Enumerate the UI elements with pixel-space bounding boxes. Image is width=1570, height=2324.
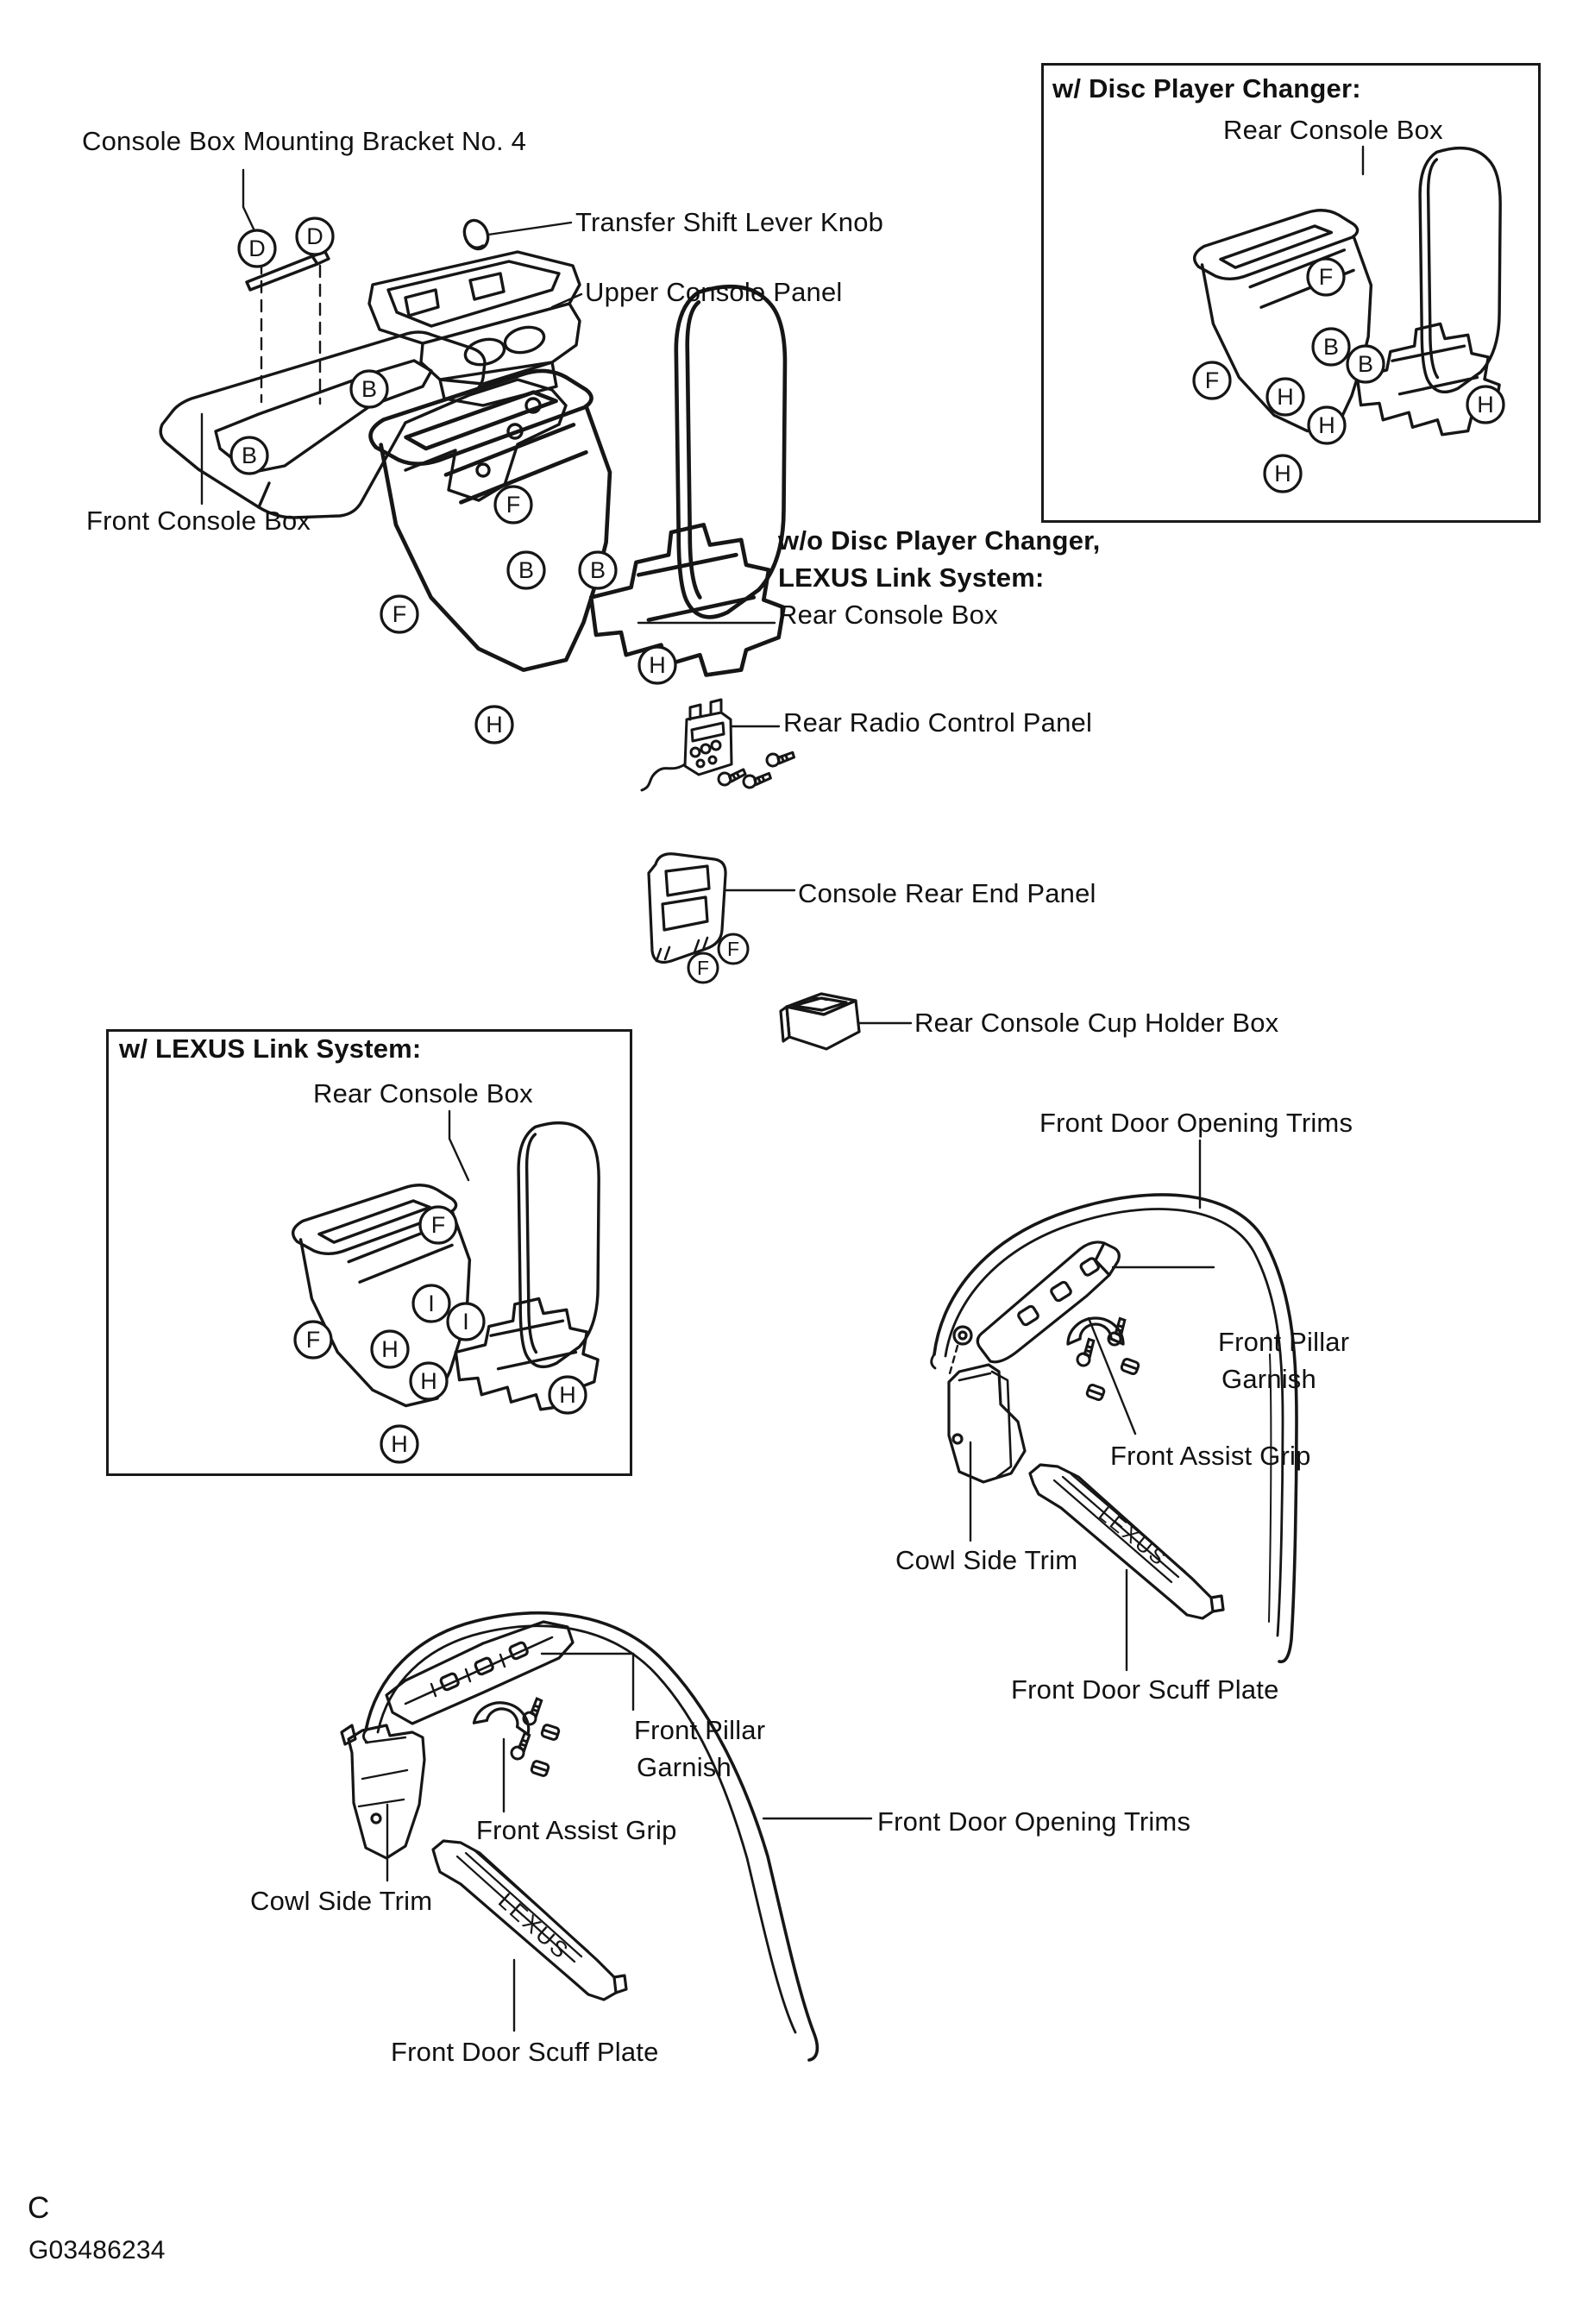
front-assist-grip-2-art	[474, 1697, 559, 1776]
scuff-plate-logo-1: LEXUS	[1094, 1502, 1172, 1572]
callout-b	[508, 552, 544, 588]
svg-text:F: F	[392, 601, 407, 627]
callout-h	[372, 1331, 408, 1367]
label-front-assist-grip-1: Front Assist Grip	[1110, 1441, 1311, 1471]
svg-text:B: B	[1322, 334, 1340, 360]
figure-code: G03486234	[28, 2236, 166, 2264]
callout-h	[476, 707, 512, 743]
svg-text:F: F	[696, 957, 710, 979]
svg-text:D: D	[306, 223, 323, 249]
callout-b	[1347, 346, 1384, 382]
callout-f	[1308, 259, 1344, 295]
svg-text:F: F	[726, 938, 740, 960]
svg-text:F: F	[506, 492, 521, 518]
callout-b	[580, 552, 616, 588]
label-cowl-side-trim-1: Cowl Side Trim	[895, 1545, 1078, 1575]
rear-console-cup-holder-box-art	[781, 994, 859, 1049]
label-rear-console-cup-holder-box: Rear Console Cup Holder Box	[914, 1008, 1279, 1038]
callout-b	[1313, 329, 1349, 365]
svg-text:H: H	[649, 652, 666, 678]
svg-text:F: F	[1318, 264, 1334, 290]
label-front-door-scuff-plate-1: Front Door Scuff Plate	[1011, 1674, 1279, 1705]
label-front-console-box: Front Console Box	[86, 506, 311, 536]
upper-console-panel-art	[369, 217, 580, 405]
callout-i	[448, 1303, 484, 1340]
page-letter: C	[28, 2191, 50, 2225]
svg-text:I: I	[428, 1291, 435, 1316]
callout-f	[495, 487, 531, 523]
label-console-box-mounting-bracket: Console Box Mounting Bracket No. 4	[82, 126, 527, 156]
scuff-plate-logo-2: LEXUS	[493, 1887, 575, 1965]
svg-text:H: H	[1477, 392, 1494, 418]
label-front-door-opening-trims-2: Front Door Opening Trims	[877, 1806, 1191, 1837]
callout-f	[719, 934, 748, 964]
callout-d	[297, 218, 333, 254]
callout-h	[411, 1363, 447, 1399]
svg-text:B: B	[518, 557, 535, 583]
label-front-pillar-2: Front Pillar	[634, 1715, 766, 1745]
callout-h	[381, 1426, 418, 1462]
label-wo-dpc-part: Rear Console Box	[778, 600, 998, 630]
svg-text:H: H	[381, 1336, 399, 1362]
label-garnish-1: Garnish	[1221, 1364, 1316, 1394]
callout-b	[231, 437, 267, 474]
label-front-door-opening-trims-1: Front Door Opening Trims	[1039, 1108, 1353, 1138]
svg-text:I: I	[462, 1309, 469, 1335]
svg-text:F: F	[430, 1212, 446, 1238]
label-wo-dpc-line1: w/o Disc Player Changer,	[778, 525, 1101, 556]
callout-b	[351, 371, 387, 407]
svg-text:H: H	[486, 712, 503, 738]
svg-text:B: B	[589, 557, 606, 583]
front-assist-grip-1-art	[1068, 1316, 1140, 1400]
callout-f	[381, 596, 418, 632]
front-pillar-garnish-1-art	[977, 1242, 1119, 1362]
svg-text:H: H	[559, 1382, 576, 1408]
label-console-rear-end-panel: Console Rear End Panel	[798, 878, 1096, 908]
svg-text:H: H	[1274, 461, 1291, 487]
callout-h	[1267, 379, 1303, 415]
callout-h	[1309, 407, 1345, 443]
callout-f	[688, 953, 718, 983]
rear-console-box-dpc-art	[1195, 148, 1501, 435]
label-front-door-scuff-plate-2: Front Door Scuff Plate	[391, 2037, 659, 2067]
label-variant-lexus-link-part: Rear Console Box	[313, 1078, 533, 1109]
front-door-opening-trim-1-art	[932, 1195, 1297, 1661]
callout-i	[413, 1285, 449, 1322]
front-door-scuff-plate-2-art	[433, 1841, 626, 2000]
svg-text:D: D	[248, 236, 266, 261]
callout-h	[1265, 455, 1301, 492]
label-variant-disc-player-title: w/ Disc Player Changer:	[1052, 73, 1361, 104]
label-wo-dpc-line2: LEXUS Link System:	[778, 562, 1045, 593]
callout-markers	[231, 218, 1504, 1462]
callout-d	[239, 230, 275, 267]
callout-f	[295, 1322, 331, 1358]
label-variant-lexus-link-title: w/ LEXUS Link System:	[119, 1033, 422, 1064]
callout-h	[639, 647, 675, 683]
label-garnish-2: Garnish	[637, 1752, 732, 1782]
svg-text:B: B	[241, 443, 258, 468]
svg-text:F: F	[1204, 367, 1220, 393]
console-rear-end-panel-art	[649, 854, 725, 963]
front-pillar-garnish-2-art	[386, 1622, 573, 1724]
svg-text:H: H	[420, 1368, 437, 1394]
label-front-assist-grip-2: Front Assist Grip	[476, 1815, 677, 1845]
label-upper-console-panel: Upper Console Panel	[585, 277, 843, 307]
label-front-pillar-1: Front Pillar	[1218, 1327, 1350, 1357]
svg-text:H: H	[391, 1431, 408, 1457]
callout-f	[420, 1207, 456, 1243]
svg-text:H: H	[1318, 412, 1335, 438]
rear-radio-control-panel-art	[642, 700, 795, 792]
svg-text:F: F	[305, 1327, 321, 1353]
label-variant-disc-player-part: Rear Console Box	[1223, 115, 1443, 145]
callout-h	[550, 1377, 586, 1413]
label-cowl-side-trim-2: Cowl Side Trim	[250, 1886, 433, 1916]
callout-f	[1194, 362, 1230, 399]
label-rear-radio-control-panel: Rear Radio Control Panel	[783, 707, 1093, 738]
svg-text:B: B	[1357, 351, 1374, 377]
svg-text:H: H	[1277, 384, 1294, 410]
cowl-side-trim-1-art	[949, 1327, 1025, 1482]
rear-console-box-lls-art	[293, 1123, 600, 1410]
callout-h	[1467, 386, 1504, 423]
svg-text:B: B	[361, 376, 378, 402]
cowl-side-trim-2-art	[342, 1725, 424, 1858]
label-transfer-shift-lever-knob: Transfer Shift Lever Knob	[575, 207, 884, 237]
